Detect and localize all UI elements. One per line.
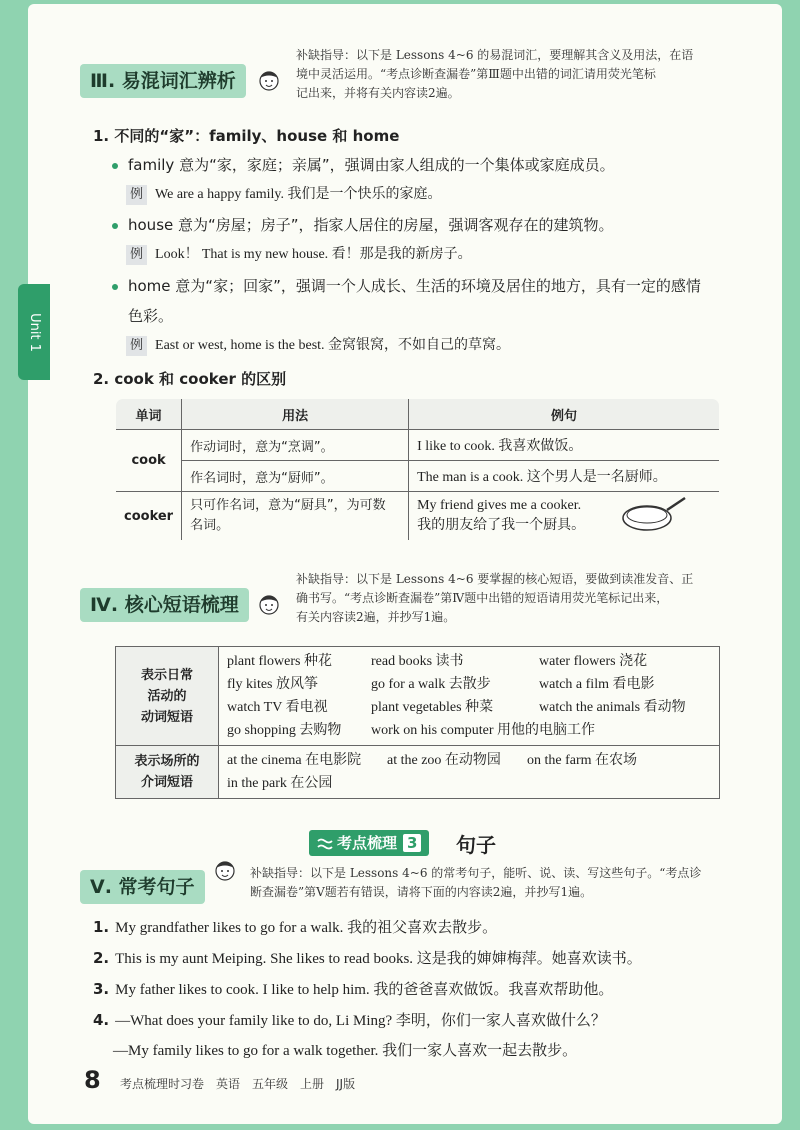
section-5-title: Ⅴ. 常考句子 <box>80 870 205 904</box>
page-number: 8 <box>84 1066 101 1094</box>
phrase-line <box>227 673 711 696</box>
topic-3-title: 句子 <box>456 833 496 857</box>
guide-line: 境中灵活运用。“考点诊断查漏卷”第Ⅲ题中出错的词汇请用荧光笔标 <box>296 67 656 81</box>
sentence-number: 4. <box>93 1011 110 1029</box>
phrase: plant vegetables 种菜 <box>371 700 494 715</box>
example-tag: 例 <box>126 185 147 205</box>
example-tag: 例 <box>126 336 147 356</box>
house-definition-text: house 意为“房屋；房子”，指家人居住的房屋，强调客观存在的建筑物。 <box>128 216 614 234</box>
sentence-number: 1. <box>93 918 110 936</box>
home-definition <box>112 276 701 296</box>
table-row <box>116 647 720 746</box>
label-line: 活动的 <box>147 688 187 704</box>
home-example <box>126 336 510 356</box>
usage-cell <box>182 492 409 541</box>
phrase: at the zoo 在动物园 <box>387 753 501 768</box>
phrase: watch TV 看电视 <box>227 700 328 715</box>
house-example <box>126 245 472 265</box>
phrase: on the farm 在农场 <box>527 753 638 768</box>
sentence-4-reply: —My family likes to go for a walk together. 我们一家人喜欢一起去散步。 <box>113 1043 578 1059</box>
sentence-4 <box>93 1010 606 1031</box>
word-cell: cooker <box>116 492 182 541</box>
sentence-text: My grandfather likes to go for a walk. 我的祖父喜欢去散步。 <box>115 920 498 936</box>
table-row <box>116 461 720 492</box>
bullet-dot <box>112 284 118 290</box>
guide-line: 有关内容读2遍，并抄写1遍。 <box>296 610 456 624</box>
bullet-dot <box>112 223 118 229</box>
guide-line: 补缺指导：以下是 Lessons 4~6 的易混词汇，要理解其含义及用法，在语 <box>296 48 694 62</box>
phrase: fly kites 放风筝 <box>227 677 318 692</box>
topic-3-badge <box>309 830 429 856</box>
table-row <box>116 430 720 461</box>
section-4-guide <box>296 570 693 627</box>
table-header-row <box>116 399 720 430</box>
row-label <box>116 746 219 799</box>
label-line: 表示日常 <box>140 667 193 683</box>
row-label <box>116 647 219 746</box>
phrase: in the park 在公园 <box>227 776 333 791</box>
cook-cooker-table <box>115 398 720 541</box>
family-definition <box>112 155 615 175</box>
item-1-heading: 1. 不同的“家”：family、house 和 home <box>93 127 400 145</box>
phrase-line <box>227 650 711 673</box>
sentence-text: This is my aunt Meiping. She likes to read books. 这是我的婶婶梅萍。她喜欢读书。 <box>115 951 642 967</box>
topic-label: 考点梳理 <box>337 834 398 852</box>
family-definition-text: family 意为“家，家庭；亲属”，强调由家人组成的一个集体或家庭成员。 <box>128 156 615 174</box>
phrase: read books 读书 <box>371 654 464 669</box>
bullet-dot <box>112 163 118 169</box>
section-4-title: Ⅳ. 核心短语梳理 <box>80 588 249 622</box>
example-line: 我的朋友给了我一个厨具。 <box>417 518 586 533</box>
sentence-number: 2. <box>93 949 110 967</box>
phrase-cell <box>219 647 720 746</box>
col-header-word: 单词 <box>116 399 182 430</box>
guide-line: 确书写。“考点诊断查漏卷”第Ⅳ题中出错的短语请用荧光笔标记出来， <box>296 591 669 605</box>
phrase-line <box>227 772 711 795</box>
col-header-example: 例句 <box>409 399 720 430</box>
footer-text: 考点梳理时习卷 英语 五年级 上册 JJ版 <box>120 1077 356 1091</box>
family-example <box>126 185 441 205</box>
home-example-text: East or west, home is the best. 金窝银窝，不如自己的草窝。 <box>155 338 511 353</box>
phrase: watch a film 看电影 <box>539 677 655 692</box>
phrase-line <box>227 696 711 719</box>
phrase-line <box>227 749 711 772</box>
sentence-number: 3. <box>93 980 110 998</box>
phrase: go shopping 去购物 <box>227 723 342 738</box>
cartoon-face-icon <box>212 856 238 886</box>
phrase: watch the animals 看动物 <box>539 700 686 715</box>
phrases-table <box>115 646 720 799</box>
house-example-text: Look！ That is my new house. 看！那是我的新房子。 <box>155 247 472 262</box>
example-cell: I like to cook. 我喜欢做饭。 <box>409 430 720 461</box>
sentence-text: —What does your family like to do, Li Ming? 李明，你们一家人喜欢做什么？ <box>115 1013 606 1029</box>
example-line: My friend gives me a cooker. <box>417 498 582 513</box>
usage-cell: 作名词时，意为“厨师”。 <box>182 461 409 492</box>
cartoon-face-icon <box>256 66 282 96</box>
phrase: water flowers 浇花 <box>539 654 648 669</box>
section-5-guide <box>250 864 701 902</box>
frying-pan-icon <box>619 494 689 534</box>
home-definition-cont: 色彩。 <box>128 307 174 325</box>
house-definition <box>112 215 614 235</box>
example-cell: The man is a cook. 这个男人是一名厨师。 <box>409 461 720 492</box>
phrase: go for a walk 去散步 <box>371 677 491 692</box>
item-2-heading: 2. cook 和 cooker 的区别 <box>93 370 287 388</box>
phrase: at the cinema 在电影院 <box>227 753 362 768</box>
phrase-line <box>227 719 711 742</box>
sentence-1 <box>93 917 497 938</box>
example-tag: 例 <box>126 245 147 265</box>
topic-number: 3 <box>403 834 421 852</box>
home-definition-text: home 意为“家；回家”，强调一个人成长、生活的环境及居住的地方，具有一定的感情 <box>128 277 701 295</box>
wave-icon <box>317 838 333 850</box>
usage-line: 只可作名词，意为“厨具”，为可数 <box>190 498 386 513</box>
label-line: 动词短语 <box>140 709 193 725</box>
section-3-guide <box>296 46 693 103</box>
cartoon-face-icon <box>256 590 282 620</box>
table-row <box>116 492 720 541</box>
family-example-text: We are a happy family. 我们是一个快乐的家庭。 <box>155 187 442 202</box>
example-cell <box>409 492 720 541</box>
guide-line: 记出来，并将有关内容读2遍。 <box>296 86 460 100</box>
unit-tab-label: Unit 1 <box>26 312 42 352</box>
label-line: 表示场所的 <box>134 754 200 769</box>
phrase-cell <box>219 746 720 799</box>
phrase: work on his computer 用他的电脑工作 <box>371 723 595 738</box>
guide-line: 补缺指导：以下是 Lessons 4~6 的常考句子，能听、说、读、写这些句子。“考点诊 <box>250 866 702 880</box>
section-3-title: Ⅲ. 易混词汇辨析 <box>80 64 246 98</box>
table-row <box>116 746 720 799</box>
col-header-usage: 用法 <box>182 399 409 430</box>
guide-line: 补缺指导：以下是 Lessons 4~6 要掌握的核心短语，要做到读准发音、正 <box>296 572 694 586</box>
phrase: plant flowers 种花 <box>227 654 332 669</box>
sentence-3 <box>93 979 613 1000</box>
guide-line: 断查漏卷”第Ⅴ题若有错误，请将下面的内容读2遍，并抄写1遍。 <box>250 885 593 899</box>
sentence-2 <box>93 948 642 969</box>
label-line: 介词短语 <box>140 775 193 790</box>
usage-line: 名词。 <box>190 518 230 533</box>
unit-side-tab <box>18 284 50 380</box>
sentence-text: My father likes to cook. I like to help him. 我的爸爸喜欢做饭。我喜欢帮助他。 <box>115 982 614 998</box>
usage-cell: 作动词时，意为“烹调”。 <box>182 430 409 461</box>
word-cell: cook <box>116 430 182 492</box>
